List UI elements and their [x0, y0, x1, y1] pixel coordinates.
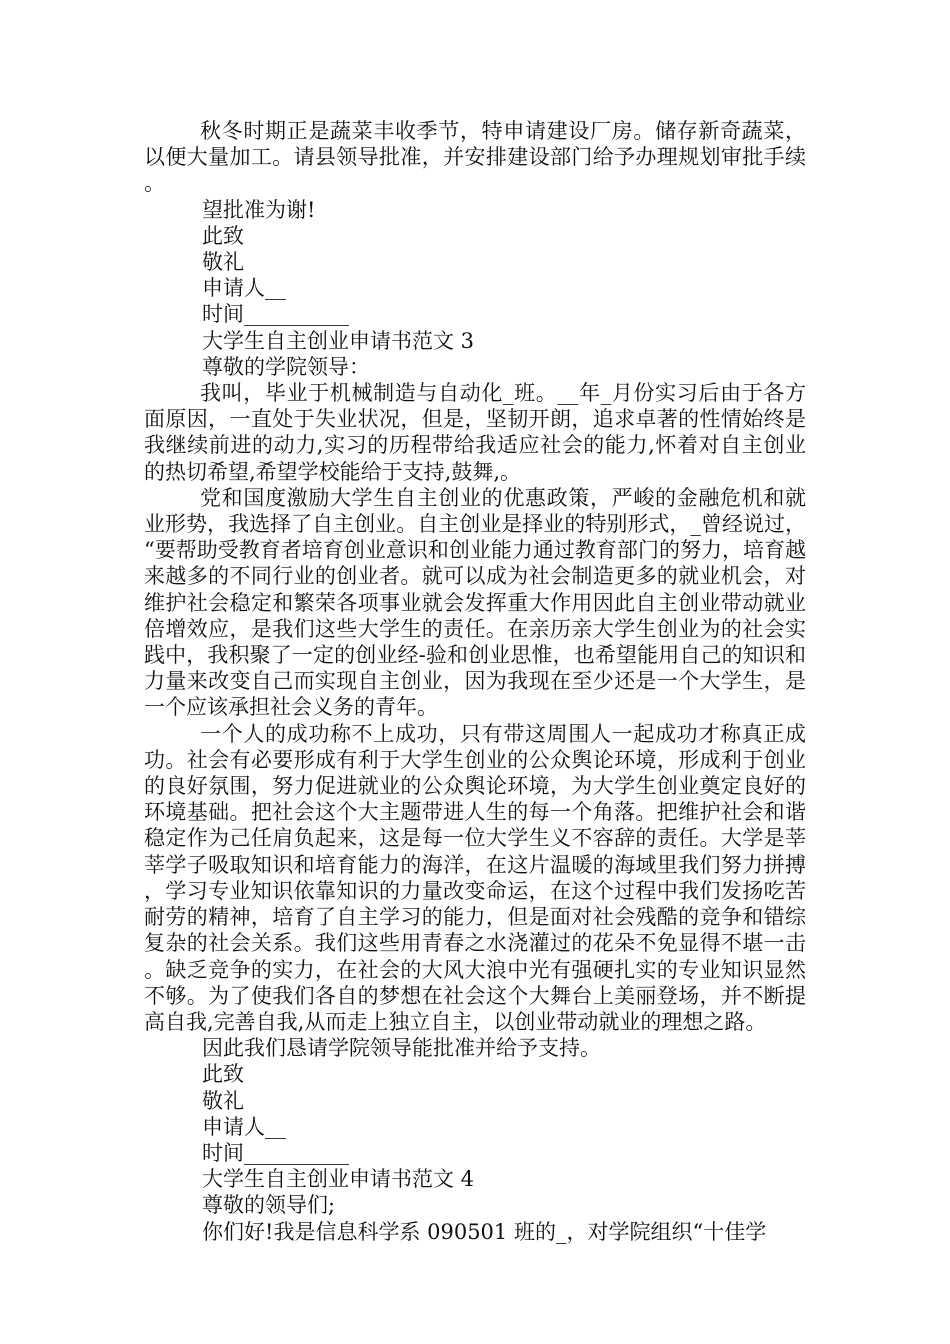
request-support: 因此我们恳请学院领导能批准并给予支持。 — [202, 1036, 601, 1061]
closing-thanks: 望批准为谢! — [202, 197, 316, 222]
paragraph-greeting-4: 你们好!我是信息科学系 090501 班的_，对学院组织“十佳学 — [202, 1219, 767, 1244]
document-page — [144, 118, 806, 1245]
closing-jingli-2: 敬礼 — [202, 1088, 244, 1113]
section-heading-4: 大学生自主创业申请书范文 4 — [202, 1167, 475, 1192]
paragraph-introduction: 我叫，毕业于机械制造与自动化_班。__年_月份实习后由于各方面原因，一直处于失业状况，但是，坚韧开朗，追求卓著的性情始终是我继续前进的动力,实习的历程带给我适应社会的能力,怀着对自主创业的热切希望,希望学校能给于支持,鼓舞,。 — [144, 381, 806, 484]
section-heading-3: 大学生自主创业申请书范文 3 — [202, 328, 475, 353]
salutation-4: 尊敬的领导们; — [202, 1193, 336, 1218]
date-line-2: 时间__________ — [202, 1140, 349, 1165]
salutation-3: 尊敬的学院领导： — [202, 354, 370, 379]
date-line: 时间__________ — [202, 302, 349, 327]
paragraph-greenhouse-request: 秋冬时期正是蔬菜丰收季节，特申请建设厂房。储存新奇蔬菜，以便大量加工。请县领导批准，并安排建设部门给予办理规划审批手续。 — [144, 119, 806, 196]
closing-cizhi: 此致 — [202, 223, 244, 248]
paragraph-success: 一个人的成功称不上成功，只有带这周围人一起成功才称真正成功。社会有必要形成有利于大学生创业的公众舆论环境，形成利于创业的良好氛围，努力促进就业的公众舆论环境，为大学生创业奠定良好的环境基础。把社会这个大主题带进人生的每一个角落。把维护社会和谐稳定作为己任肩负起来，这是每一位大学生义不容辞的责任。大学是莘莘学子吸取知识和培育能力的海洋，在这片温暖的海域里我们努力拼搏，学习专业知识依靠知识的力量改变命运，在这个过程中我们发扬吃苦耐劳的精神，培育了自主学习的能力，但是面对社会残酷的竞争和错综复杂的社会关系。我们这些用青春之水浇灌过的花朵不免显得不堪一击。缺乏竞争的实力，在社会的大风大浪中光有强硬扎实的专业知识显然不够。为了使我们各自的梦想在社会这个大舞台上美丽登场，并不断提高自我,完善自我,从而走上独立自主，以创业带动就业的理想之路。 — [144, 721, 806, 1034]
applicant-line-2: 申请人__ — [202, 1114, 286, 1139]
paragraph-policy: 党和国度激励大学生自主创业的优惠政策，严峻的金融危机和就业形势，我选择了自主创业。自主创业是择业的特别形式，_曾经说过，“要帮助受教育者培育创业意识和创业能力通过教育部门的努力，培育越来越多的不同行业的创业者。就可以成为社会制造更多的就业机会，对维护社会稳定和繁荣各项事业就会发挥重大作用因此自主创业带动就业倍增效应，是我们这些大学生的责任。在亲历亲大学生创业为的社会实践中，我积聚了一定的创业经-验和创业思惟，也希望能用自己的知识和力量来改变自己而实现自主创业，因为我现在至少还是一个大学生，是一个应该承担社会义务的青年。 — [144, 485, 806, 720]
closing-jingli: 敬礼 — [202, 250, 244, 275]
applicant-line: 申请人__ — [202, 276, 286, 301]
closing-cizhi-2: 此致 — [202, 1062, 244, 1087]
